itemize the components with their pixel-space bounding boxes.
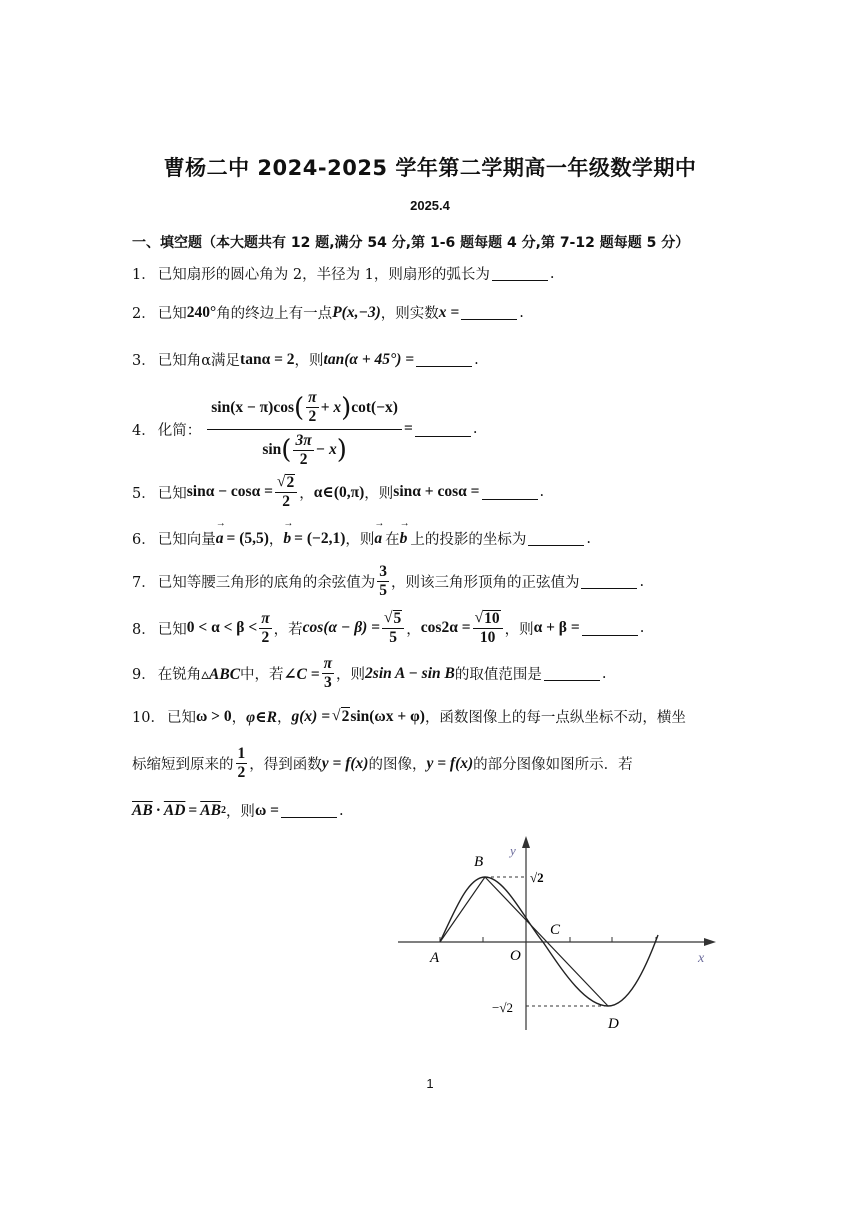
label-c: C: [550, 922, 561, 938]
sine-graph-figure: [390, 830, 730, 1040]
period: .: [474, 351, 479, 368]
question-number: 1．: [132, 267, 156, 283]
question-text: ，得到函数: [249, 757, 322, 774]
question-10-line-3: [132, 800, 344, 821]
fraction: √ 2 2: [275, 474, 297, 511]
math-expr: tan(α + 45°) =: [323, 350, 415, 368]
fraction: [293, 433, 313, 469]
question-text: ，则: [336, 667, 366, 684]
numerator: π: [259, 611, 271, 629]
math-expr: 2: [308, 408, 317, 426]
math-expr: y = f(x): [426, 754, 474, 772]
question-text: 已知角α满足: [157, 353, 241, 369]
label-x: x: [698, 951, 705, 966]
question-number: 6．: [132, 532, 156, 548]
math-expr: ω > 0: [195, 707, 232, 725]
period: .: [519, 304, 524, 321]
answer-blank[interactable]: [544, 666, 600, 681]
exam-date: 2025.4: [410, 198, 450, 213]
question-text: 在: [385, 532, 400, 548]
radicand: 5: [393, 610, 402, 627]
math-expr: φ∈R: [246, 708, 278, 726]
y-axis-arrow: [522, 836, 530, 848]
math-expr: = (5,5): [226, 529, 269, 547]
question-text: 已知向量: [157, 532, 216, 548]
question-number: 9．: [132, 667, 156, 684]
math-expr: tanα = 2: [240, 350, 295, 368]
question-text: 已知: [166, 710, 196, 726]
question-text: 角的终边上有一点: [216, 306, 333, 322]
vector-ab: $\overline{AB}$: [200, 801, 221, 819]
math-expr: 2: [299, 450, 308, 468]
fraction: [306, 390, 318, 426]
question-number: 8．: [132, 621, 156, 638]
math-expr: sin: [262, 441, 282, 459]
math-expr: + x: [320, 398, 342, 416]
vector-a: → a: [216, 530, 224, 548]
math-expr: =: [188, 801, 198, 819]
question-number: 7．: [132, 575, 156, 592]
question-text: 已知等腰三角形的底角的余弦值为: [157, 575, 376, 592]
math-expr: = (−2,1): [294, 529, 346, 547]
question-text: 已知: [157, 621, 187, 638]
numerator: 3: [377, 564, 389, 582]
math-expr: π: [306, 390, 318, 408]
question-text: ，则: [294, 353, 324, 369]
section-heading: 一、填空题（本大题共有 12 题,满分 54 分,第 1-6 题每题 4 分,第 7-12 题每题 5 分）: [132, 235, 690, 251]
numerator: 1: [236, 746, 248, 764]
question-text: ，则: [225, 804, 255, 820]
question-text: ，则: [504, 621, 534, 638]
math-expr: sin(ωx + φ): [350, 707, 425, 725]
math-expr: ∠C =: [283, 665, 320, 683]
math-expr: sinα − cosα =: [186, 483, 273, 501]
denominator: 5: [379, 582, 387, 600]
question-text: ，则: [345, 532, 375, 548]
question-text: ，则: [364, 485, 394, 502]
x-axis-arrow: [704, 938, 716, 946]
period: .: [639, 620, 645, 637]
denominator: 10: [479, 629, 496, 647]
question-text: 已知: [157, 485, 187, 502]
question-text: 的部分图像如图所示．若: [473, 757, 633, 774]
question-text: 化简：: [157, 422, 202, 439]
math-expr: cos2α =: [420, 619, 471, 637]
answer-blank[interactable]: [461, 305, 517, 320]
answer-blank[interactable]: [492, 266, 548, 281]
radicand: 10: [484, 610, 500, 627]
answer-blank[interactable]: [582, 621, 638, 636]
fraction: sin(x − π)cos ( $\frac{\pi}{2}$ + x ) cot(−x) sin ( $\frac{3\pi}{2}$ − x ): [207, 390, 402, 468]
question-text: ，: [231, 710, 247, 726]
radicand: 2: [341, 708, 350, 725]
fraction: [322, 656, 334, 692]
label-o: O: [510, 948, 521, 964]
question-text: 已知扇形的圆心角为 2，半径为 1，则扇形的弧长为: [157, 267, 490, 283]
period: .: [549, 265, 555, 282]
question-text: 在锐角: [157, 667, 202, 684]
label-b: B: [474, 854, 484, 870]
denominator: 2: [237, 764, 246, 782]
vector-b: → b: [400, 530, 408, 548]
question-10-line-2: [132, 746, 633, 782]
math-expr: ω =: [254, 801, 279, 819]
question-text: 的图像，: [368, 757, 427, 774]
answer-blank[interactable]: [416, 352, 472, 367]
math-expr: − x: [315, 441, 337, 459]
question-3: [132, 349, 479, 370]
question-number: 4．: [132, 422, 156, 439]
question-text: 已知: [157, 306, 187, 322]
question-number: 3．: [132, 353, 156, 369]
math-expr: α∈(0,π): [313, 484, 365, 502]
exponent: 2: [220, 805, 226, 816]
math-expr: 2sin A − sin B: [365, 664, 455, 682]
math-expr: sinα + cosα =: [393, 483, 480, 501]
question-text: 中，若: [240, 667, 284, 684]
period: .: [338, 802, 344, 819]
answer-blank[interactable]: [581, 574, 637, 589]
math-expr: 3π: [293, 433, 313, 451]
math-expr: =: [403, 420, 413, 438]
math-expr: ▵ABC: [201, 665, 241, 683]
vector-b: → b: [283, 530, 291, 548]
math-expr: ·: [155, 801, 161, 819]
question-2: [132, 302, 524, 323]
fraction: [377, 564, 389, 600]
math-expr: 0 < α < β <: [186, 619, 258, 637]
question-7: [132, 564, 644, 600]
vector-ad: $\overline{AD}$: [163, 801, 186, 819]
question-text: ，则该三角形顶角的正弦值为: [390, 575, 580, 592]
radicand: 2: [286, 474, 295, 491]
answer-blank[interactable]: [281, 803, 337, 818]
question-number: 10．: [132, 710, 165, 726]
page-number: 1: [426, 1076, 434, 1091]
denominator: 3: [323, 674, 332, 692]
math-expr: P(x,−3): [332, 303, 381, 321]
math-expr: 2: [282, 493, 290, 511]
answer-blank[interactable]: [482, 485, 538, 500]
answer-blank[interactable]: [415, 422, 471, 437]
question-1: [132, 263, 555, 284]
math-expr: cos(α − β) =: [302, 619, 381, 637]
fraction: √ 10 10: [473, 610, 503, 647]
question-text: ，若: [273, 621, 303, 638]
label-a: A: [430, 950, 440, 966]
math-expr: g(x) =: [291, 707, 331, 725]
question-text: 上的投影的坐标为: [410, 532, 527, 548]
label-neg-root2: −√2: [492, 1000, 513, 1015]
period: .: [639, 573, 645, 590]
denominator: 2: [261, 628, 270, 646]
numerator: π: [322, 656, 334, 674]
page-title: 曹杨二中 2024-2025 学年第二学期高一年级数学期中: [163, 156, 697, 180]
question-text: ，则实数: [380, 306, 439, 322]
question-5: [132, 474, 544, 511]
period: .: [601, 665, 607, 682]
question-8: [132, 610, 644, 647]
period: .: [539, 484, 545, 501]
segment-ab: [440, 877, 485, 942]
question-number: 5．: [132, 485, 156, 502]
question-6: [132, 528, 591, 549]
question-number: 2．: [132, 306, 156, 322]
question-9: [132, 656, 606, 692]
math-expr: y = f(x): [321, 754, 369, 772]
math-expr: 240°: [186, 303, 217, 321]
question-text: ，: [268, 532, 284, 548]
answer-blank[interactable]: [528, 531, 584, 546]
denominator: 5: [389, 629, 398, 647]
vector-a: → a: [374, 530, 382, 548]
fraction: [259, 611, 271, 647]
vector-ab: $\overline{AB}$: [132, 801, 153, 819]
math-expr: sin(x − π)cos: [211, 398, 295, 416]
label-root2: √2: [530, 870, 544, 885]
question-10-line-1: 10． 已知 ω > 0 ， φ∈R ， g(x) = √ 2 sin(ωx + φ) ，函数图像上的每一点纵坐标不动，横坐: [132, 707, 686, 726]
label-d: D: [608, 1016, 619, 1032]
question-text: ，: [299, 485, 314, 502]
question-text: ，: [277, 710, 292, 726]
math-expr: cot(−x): [351, 398, 398, 416]
period: .: [472, 421, 478, 438]
period: .: [586, 530, 591, 547]
math-expr: α + β =: [533, 619, 580, 637]
label-y: y: [510, 843, 516, 858]
question-4: [132, 390, 477, 468]
question-text: 的取值范围是: [454, 667, 542, 684]
question-text: ，: [406, 621, 421, 638]
question-text: 标缩短到原来的: [132, 757, 234, 774]
math-expr: x =: [438, 303, 460, 321]
question-text: ，函数图像上的每一点纵坐标不动，横坐: [424, 710, 686, 726]
fraction: √ 5 5: [382, 610, 404, 647]
fraction: [236, 746, 248, 782]
